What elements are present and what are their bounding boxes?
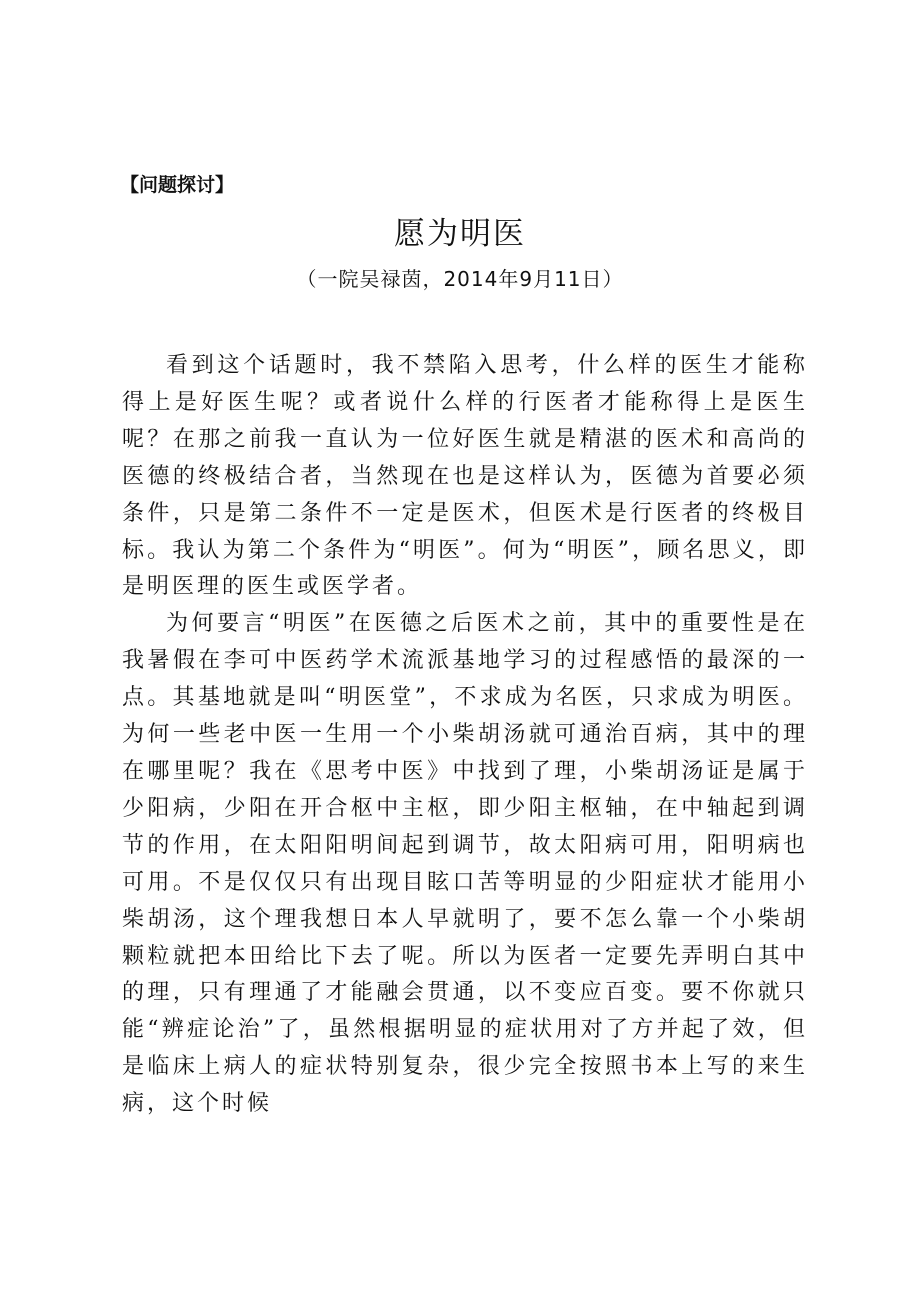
article-body — [122, 348, 808, 1123]
section-tag: 【问题探讨】 — [120, 174, 235, 196]
paragraph-1: 看到这个话题时，我不禁陷入思考，什么样的医生才能称得上是好医生呢？或者说什么样的行医者才能称得上是医生呢？在那之前我一直认为一位好医生就是精湛的医术和高尚的医德的终极结合者，当然现在也是这样认为，医德为首要必须条件，只是第二条件不一定是医术，但医术是行医者的终极目标。我认为第二个条件为“明医”。何为“明医”，顾名思义，即是明医理的医生或医学者。 — [122, 353, 808, 600]
article-title: 愿为明医 — [394, 216, 526, 252]
article-byline: （一院吴禄茵，2014年9月11日） — [296, 267, 624, 291]
paragraph-2: 为何要言“明医”在医德之后医术之前，其中的重要性是在我暑假在李可中医药学术流派基地学习的过程感悟的最深的一点。其基地就是叫“明医堂”，不求成为名医，只求成为明医。为何一些老中医一生用一个小柴胡汤就可通治百病，其中的理在哪里呢？我在《思考中医》中找到了理，小柴胡汤证是属于少阳病，少阳在开合枢中主枢，即少阳主枢轴，在中轴起到调节的作用，在太阳阳明间起到调节，故太阳病可用，阳明病也可用。不是仅仅只有出现目眩口苦等明显的少阳症状才能用小柴胡汤，这个理我想日本人早就明了，要不怎么靠一个小柴胡颗粒就把本田给比下去了呢。所以为医者一定要先弄明白其中的理，只有理通了才能融会贯通，以不变应百变。要不你就只能“辨症论治”了，虽然根据明显的症状用对了方并起了效，但是临床上病人的症状特别复杂，很少完全按照书本上写的来生病，这个时候 — [122, 611, 808, 1117]
